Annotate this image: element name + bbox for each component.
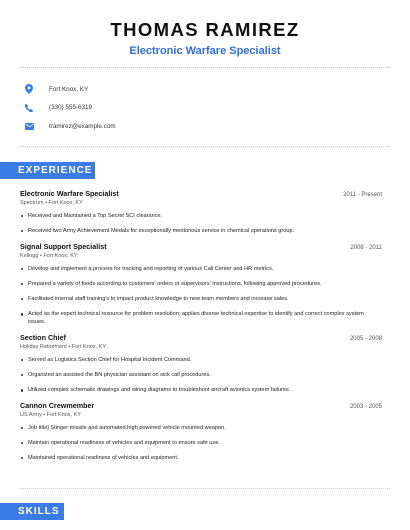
job-entry bbox=[20, 242, 382, 327]
resume-header bbox=[0, 0, 410, 58]
job-bullet: Maintained operational readiness of vehicles and equipment. bbox=[20, 454, 382, 462]
job-org: Spectrum • Fort Knox, KY bbox=[20, 200, 83, 206]
phone-icon bbox=[22, 101, 36, 115]
job-dates: 2011 - Present bbox=[343, 192, 382, 198]
contact-email[interactable] bbox=[20, 117, 116, 136]
job-bullet: Served as Logistics Section Chief for Hospital Incident Command. bbox=[20, 356, 382, 364]
contact-phone bbox=[20, 99, 116, 118]
header-divider bbox=[20, 67, 390, 68]
contact-divider bbox=[20, 146, 390, 147]
job-bullet: Facilitated internal staff training's to impact product knowledge to new team members and increase sales. bbox=[20, 295, 382, 303]
email-icon bbox=[22, 119, 36, 133]
job-title: Section Chief bbox=[20, 332, 66, 342]
job-bullet: Acted as the expert technical resource for problem resolution; applies diverse technical expertise to identify and correct complex system issues. bbox=[20, 310, 382, 326]
job-bullet: Organized an assisted the BN physician assistant on sick call procedures. bbox=[20, 371, 382, 379]
skills-heading: SKILLS bbox=[0, 503, 64, 520]
job-entry bbox=[20, 333, 382, 395]
job-bullet: Received and Maintained a Top Secret SCI clearance. bbox=[20, 212, 382, 220]
experience-list bbox=[20, 189, 382, 470]
job-dates: 2008 - 2011 bbox=[350, 244, 382, 251]
job-bullet: Maintain operational readiness of vehicles and equipment to ensure safe use. bbox=[20, 439, 382, 447]
job-dates: 2003 - 2005 bbox=[349, 403, 382, 410]
job-title: Signal Support Specialist bbox=[20, 241, 107, 251]
job-org: US Army • Fort Knox, KY bbox=[20, 411, 81, 418]
contact-list bbox=[20, 80, 116, 136]
experience-heading: EXPERIENCE bbox=[0, 162, 95, 179]
job-bullet: Received two Army Achievement Medals for exceptionally meritorious service in chemical operations group. bbox=[20, 227, 382, 235]
job-bullet: Job title] Stinger missile and automated high powered vehicle mounted weapon. bbox=[20, 424, 382, 432]
job-dates: 2005 - 2008 bbox=[349, 335, 382, 342]
contact-phone-text: (330) 555-6319 bbox=[49, 104, 93, 112]
contact-email-text[interactable]: tramirez@example.com bbox=[49, 122, 116, 130]
job-title: Electronic Warfare Specialist bbox=[20, 189, 119, 198]
candidate-title: Electronic Warfare Specialist bbox=[129, 45, 281, 57]
job-bullet: Utilized complex schematic drawings and wiring diagrams to troubleshoot aircraft avionics system failures. bbox=[20, 386, 382, 394]
job-entry bbox=[20, 189, 382, 235]
job-org: Holiday Retirement • Fort Knox, KY bbox=[20, 343, 106, 350]
job-bullet: Develop and implement a process for tracking and reporting of various Call Center and HR metrics. bbox=[20, 265, 382, 273]
map-pin-icon bbox=[22, 82, 36, 96]
job-title: Cannon Crewmember bbox=[20, 400, 95, 410]
experience-divider bbox=[20, 488, 390, 489]
contact-location bbox=[20, 80, 116, 99]
contact-location-text: Fort Knox, KY bbox=[49, 85, 89, 93]
job-org: Kellogg • Fort Knox, KY bbox=[20, 252, 78, 259]
job-bullet: Prepared a variety of foods according to customers' orders or supervisors' instructions, following approved procedures. bbox=[20, 280, 382, 288]
candidate-name: THOMAS RAMIREZ bbox=[110, 19, 300, 40]
job-entry bbox=[20, 401, 382, 463]
